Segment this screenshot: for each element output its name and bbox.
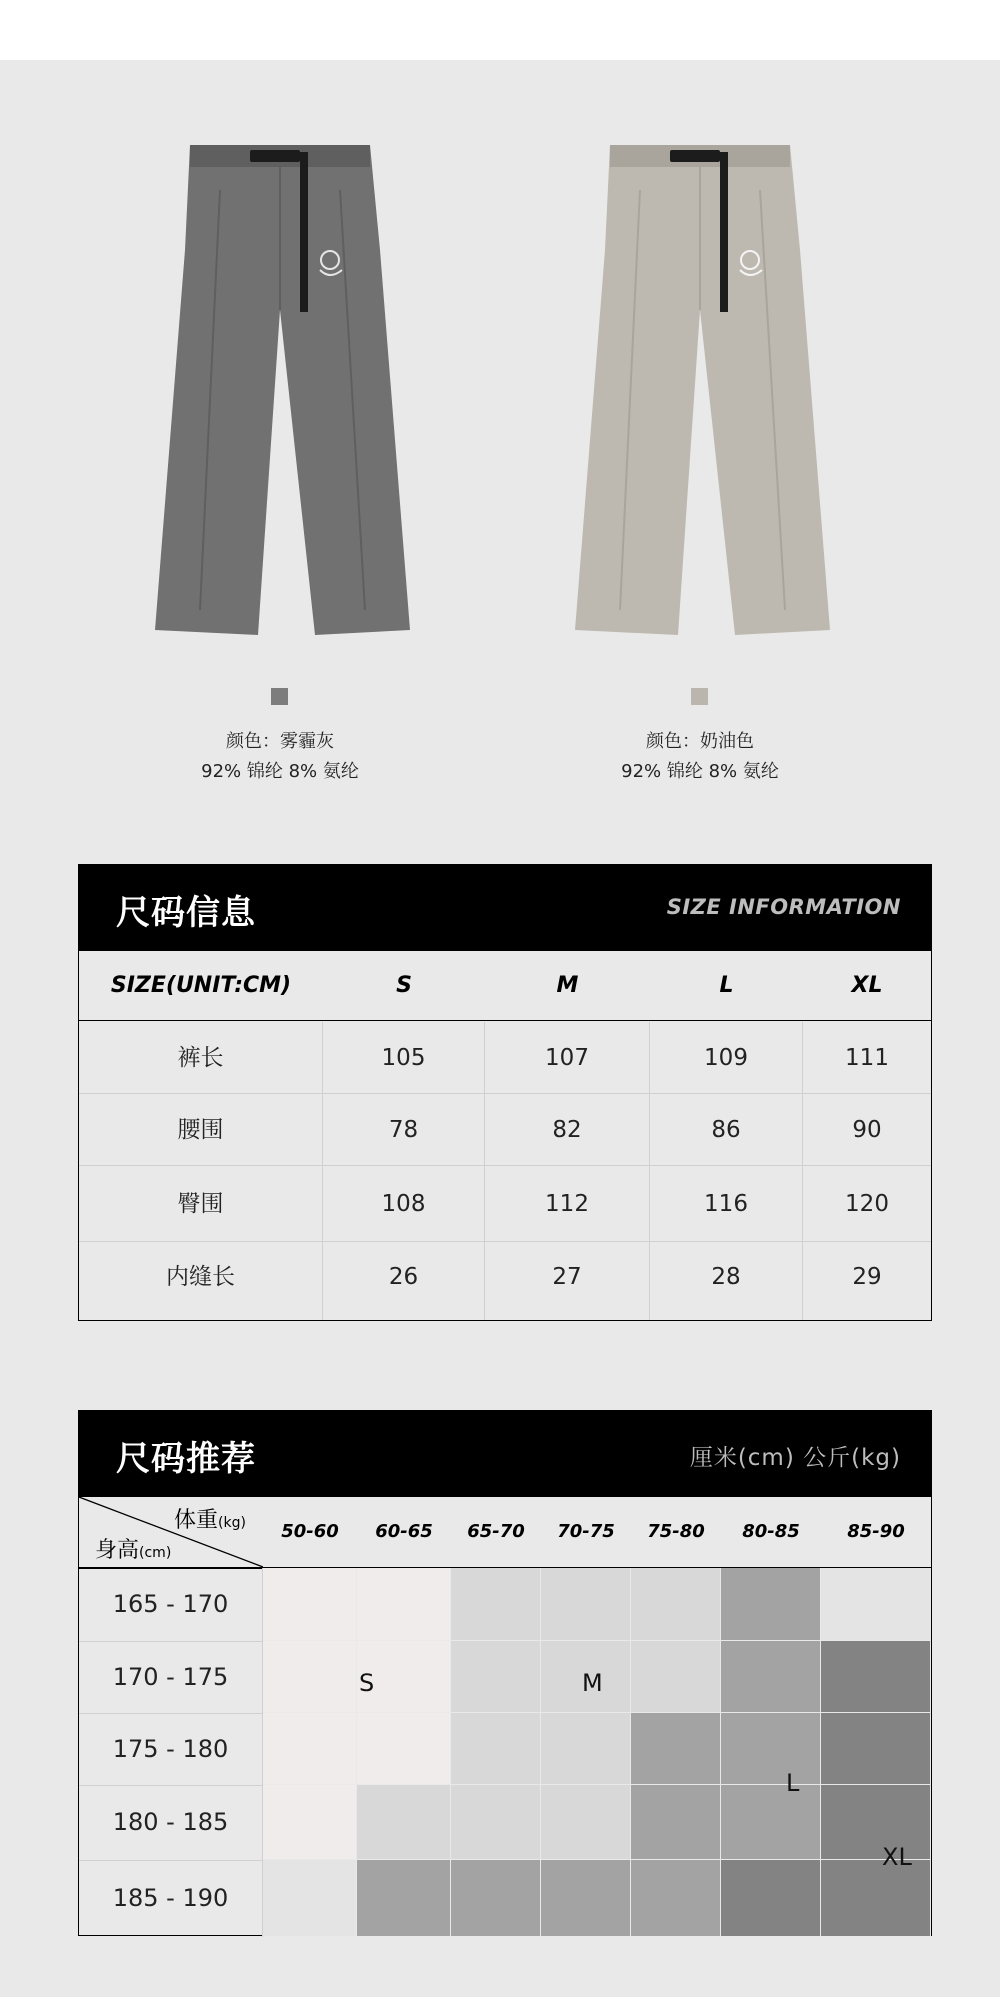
row-name: 腰围 <box>79 1094 323 1166</box>
size-zone-cell <box>721 1785 821 1860</box>
height-row-label: 175 - 180 <box>79 1713 263 1785</box>
size-zone-cell <box>263 1568 357 1641</box>
weight-unit: (kg) <box>218 1515 246 1531</box>
cell-value: 107 <box>485 1022 650 1094</box>
size-zone-cell <box>821 1860 931 1937</box>
cell-value: 90 <box>852 1117 882 1143</box>
size-zone-cell <box>631 1785 721 1860</box>
pants-grey-image <box>130 130 430 650</box>
size-col-xl: XL <box>851 973 883 998</box>
cell-value: 27 <box>485 1242 650 1320</box>
row-name: 臀围 <box>79 1166 323 1242</box>
cell-value: 78 <box>323 1094 485 1166</box>
cell-value: 108 <box>323 1166 485 1242</box>
cell-value: 109 <box>650 1022 803 1094</box>
product-grey-pants <box>130 130 430 650</box>
cell-value: 86 <box>650 1094 803 1166</box>
pants-cream-image <box>550 130 850 650</box>
size-zone-label-xl: XL <box>882 1843 912 1871</box>
material-label: 92% 锦纶 8% 氨纶 <box>621 761 779 782</box>
size-zone-cell <box>721 1568 821 1641</box>
material-label: 92% 锦纶 8% 氨纶 <box>201 761 359 782</box>
weight-col-header: 60-65 <box>375 1521 433 1542</box>
size-zone-cell <box>721 1860 821 1937</box>
weight-col-header: 85-90 <box>847 1521 905 1542</box>
cell-value: 105 <box>323 1022 485 1094</box>
size-zone-cell <box>451 1860 541 1937</box>
cell-value: 28 <box>650 1242 803 1320</box>
size-zone-label-s: S <box>359 1669 375 1697</box>
size-zone-cell <box>631 1641 721 1713</box>
size-zone-cell <box>631 1568 721 1641</box>
size-zone-cell <box>451 1568 541 1641</box>
table-row <box>79 1022 931 1094</box>
size-zone-cell <box>821 1568 931 1641</box>
color-label: 颜色：雾霾灰 <box>226 731 334 752</box>
size-recommend-table <box>78 1410 932 1936</box>
cell-value: 29 <box>852 1264 882 1290</box>
size-zone-cell <box>263 1860 357 1937</box>
size-zone-cell <box>541 1860 631 1937</box>
size-col-m: M <box>556 973 579 998</box>
height-unit: (cm) <box>139 1545 172 1561</box>
swatch-cream <box>691 688 708 705</box>
size-zone-cell <box>451 1713 541 1785</box>
size-zone-cell <box>821 1641 931 1713</box>
weight-label: 体重 <box>174 1508 219 1533</box>
size-zone-cell <box>357 1568 451 1641</box>
size-info-header <box>79 865 931 951</box>
size-zone-cell <box>721 1713 821 1785</box>
size-zone-label-m: M <box>582 1669 603 1697</box>
row-name: 内缝长 <box>79 1242 323 1320</box>
weight-col-header: 80-85 <box>742 1521 800 1542</box>
size-zone-cell <box>821 1785 931 1860</box>
size-zone-cell <box>541 1785 631 1860</box>
product-cream-pants <box>550 130 850 650</box>
size-zone-cell <box>541 1568 631 1641</box>
size-zone-cell <box>451 1785 541 1860</box>
size-zone-cell <box>263 1785 357 1860</box>
cell-value: 112 <box>485 1166 650 1242</box>
size-zone-cell <box>357 1785 451 1860</box>
size-header-row <box>79 951 931 1021</box>
weight-axis-label <box>174 1503 246 1534</box>
size-col-l: L <box>719 973 734 998</box>
cell-value: 120 <box>845 1191 889 1217</box>
weight-col-header: 50-60 <box>281 1521 339 1542</box>
recommend-units: 厘米(cm) 公斤(kg) <box>689 1445 901 1471</box>
color-label: 颜色：奶油色 <box>646 731 754 752</box>
size-zone-cell <box>631 1860 721 1937</box>
size-zone-cell <box>541 1713 631 1785</box>
table-row <box>79 1166 931 1242</box>
height-row-label: 170 - 175 <box>79 1641 263 1713</box>
size-zone-cell <box>821 1713 931 1785</box>
product-cream-caption <box>550 727 850 787</box>
product-grey-caption <box>130 727 430 787</box>
size-col-s: S <box>396 973 412 998</box>
height-row-label: 165 - 170 <box>79 1568 263 1641</box>
size-zone-cell <box>631 1713 721 1785</box>
size-zone-cell <box>357 1860 451 1937</box>
size-unit-label: SIZE(UNIT:CM) <box>110 973 292 998</box>
height-axis-label <box>95 1533 171 1564</box>
size-zone-cell <box>451 1641 541 1713</box>
size-zone-cell <box>263 1713 357 1785</box>
weight-col-header: 75-80 <box>647 1521 705 1542</box>
height-label: 身高 <box>95 1538 140 1563</box>
size-info-subtitle: SIZE INFORMATION <box>666 895 901 919</box>
axis-corner <box>79 1497 263 1567</box>
size-info-title: 尺码信息 <box>116 893 256 933</box>
table-row <box>79 1242 931 1320</box>
row-name: 裤长 <box>79 1022 323 1094</box>
top-band <box>0 0 1000 60</box>
weight-col-header: 70-75 <box>557 1521 615 1542</box>
cell-value: 111 <box>845 1045 889 1071</box>
size-zone-cell <box>263 1641 357 1713</box>
table-row <box>79 1094 931 1166</box>
cell-value: 26 <box>323 1242 485 1320</box>
swatch-grey <box>271 688 288 705</box>
size-info-table <box>78 864 932 1321</box>
size-zone-cell <box>357 1713 451 1785</box>
cell-value: 82 <box>485 1094 650 1166</box>
height-row-label: 185 - 190 <box>79 1860 263 1937</box>
recommend-title: 尺码推荐 <box>116 1439 256 1479</box>
weight-col-header: 65-70 <box>467 1521 525 1542</box>
size-zone-label-l: L <box>786 1769 800 1797</box>
size-zone-cell <box>721 1641 821 1713</box>
recommend-header <box>79 1411 931 1497</box>
height-row-label: 180 - 185 <box>79 1785 263 1860</box>
cell-value: 116 <box>650 1166 803 1242</box>
